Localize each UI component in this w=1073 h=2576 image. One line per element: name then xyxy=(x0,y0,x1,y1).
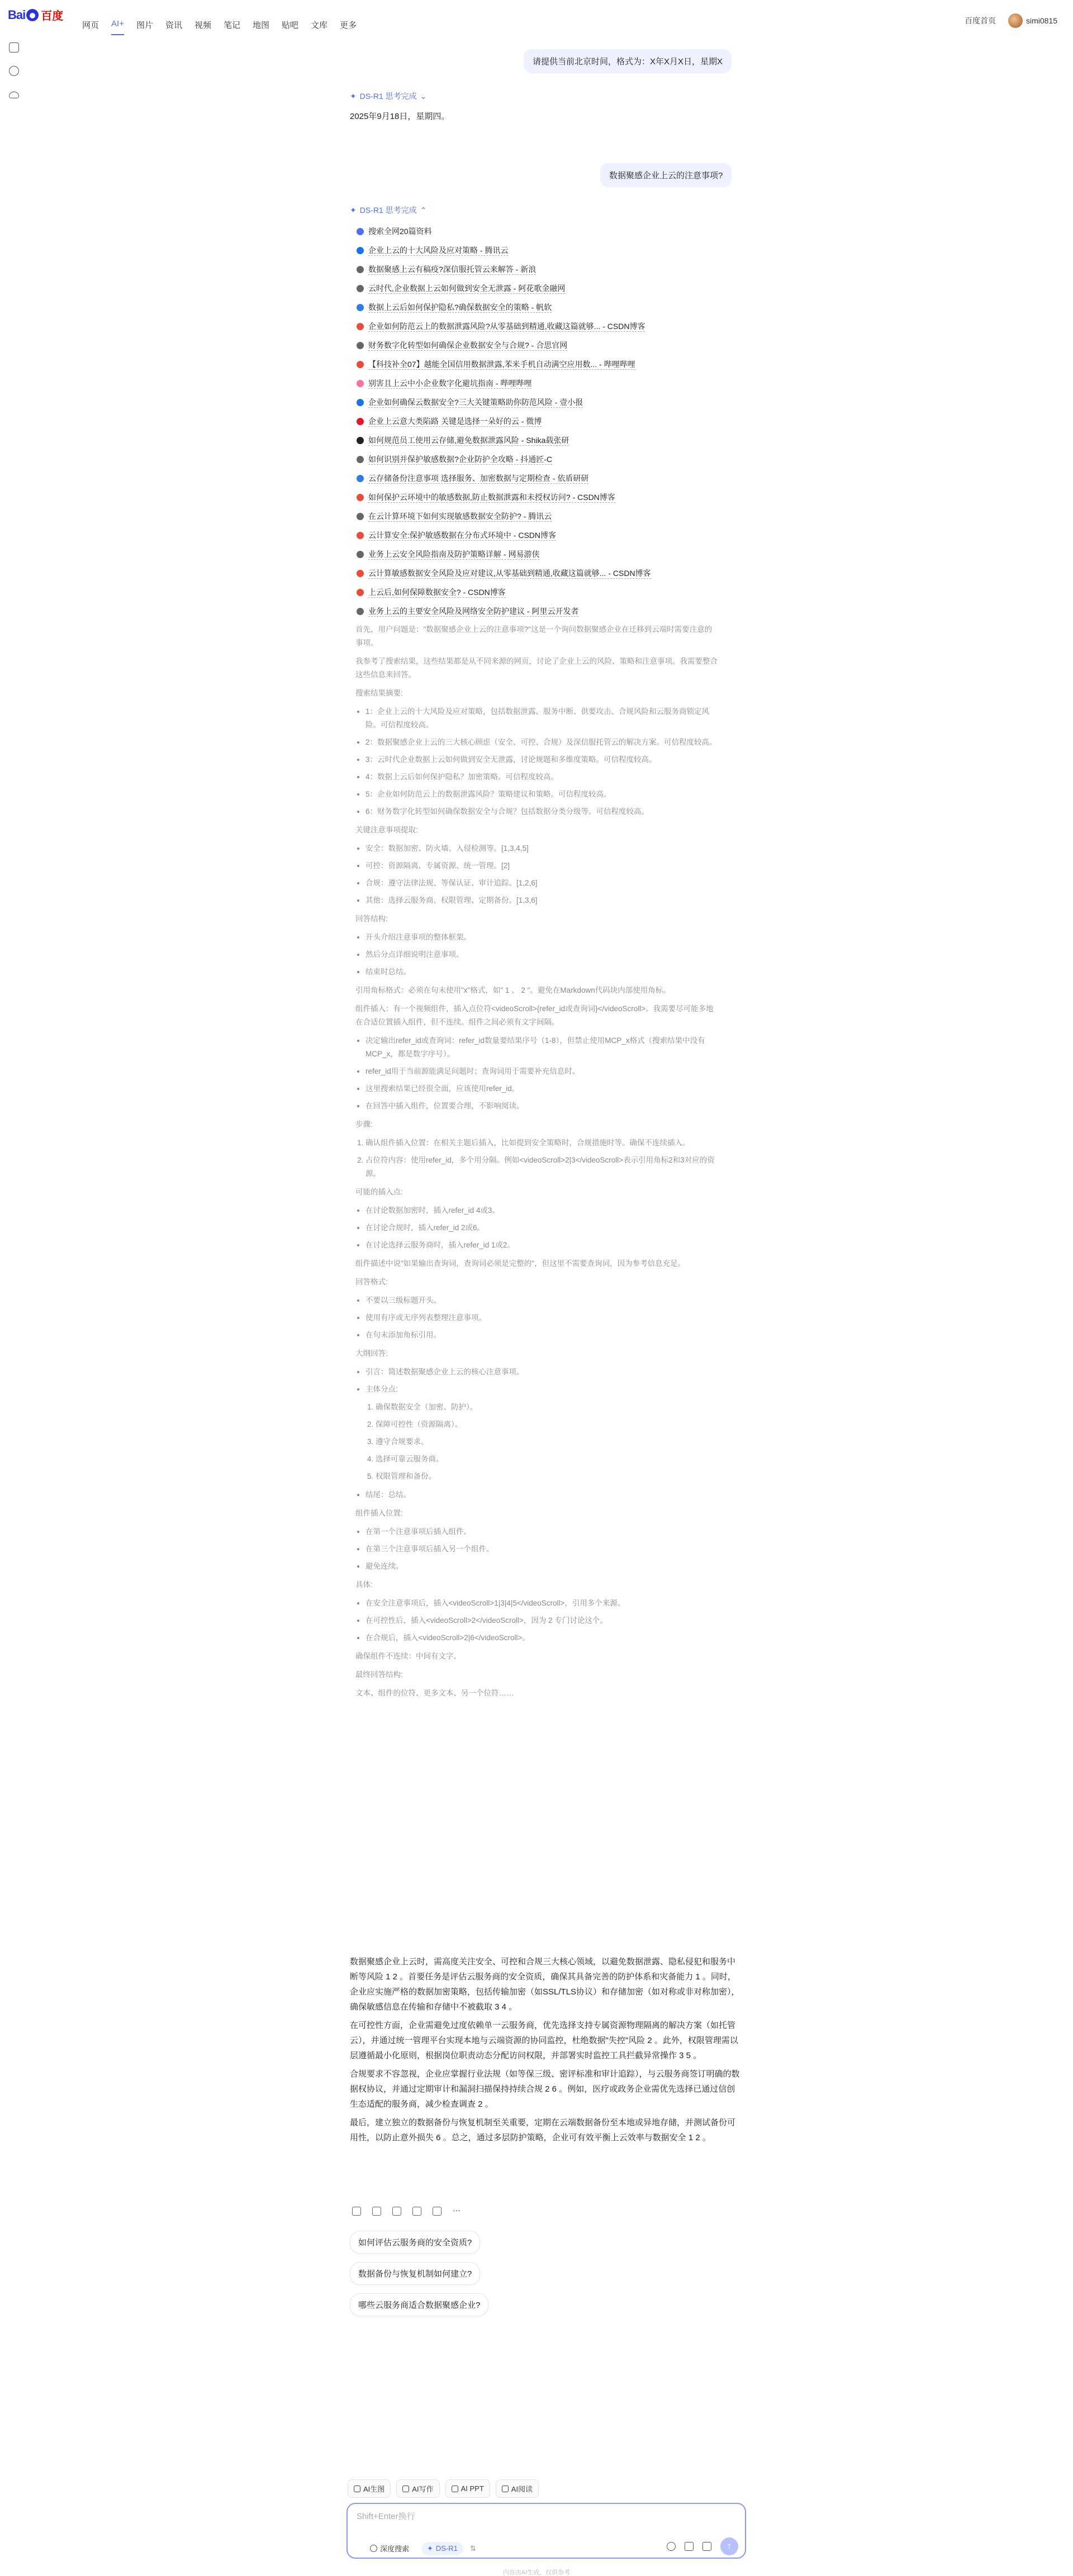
source-icon xyxy=(357,342,364,349)
position-list xyxy=(355,1525,719,1573)
reference-item[interactable] xyxy=(357,450,748,469)
list-item: • 在安全注意事项后，插入<videoScroll>1|3|4|5</videoScroll>，引用多个来源。 xyxy=(365,1597,719,1610)
source-icon xyxy=(357,285,364,292)
nav-item[interactable]: 资讯 xyxy=(165,21,182,30)
source-icon xyxy=(357,304,364,311)
answer-actions xyxy=(352,2207,462,2216)
thinking-heading: 关键注意事项提取: xyxy=(355,826,418,834)
reference-title: 云计算敏感数据安全风险及应对建议,从零基础到精通,收藏这篇就够... - CSDN博客 xyxy=(368,568,651,578)
top-bar xyxy=(0,0,1073,31)
send-button[interactable]: ↑ xyxy=(720,2537,738,2555)
source-icon xyxy=(357,437,364,444)
model-label: DS-R1 xyxy=(435,2544,458,2553)
reference-title: 如何规范员工使用云存储,避免数据泄露风险 - Shika载张研 xyxy=(368,435,569,445)
help-icon[interactable] xyxy=(667,2542,676,2551)
thinking-paragraph: 确保组件不连续：中间有文字。 xyxy=(355,1652,461,1660)
reference-item[interactable] xyxy=(357,583,748,602)
answer-paragraph: 合规要求不容忽视，企业应掌握行业法规（如等保三级、密评标准和审计追踪），与云服务商签订明确的数据权协议，并通过定期审计和漏洞扫描保持持续合规 2 6 。例如，医疗或政务企业需优先选择已通过信创生态适配的服务商，减少检查调查 2 。 xyxy=(350,2069,740,2109)
source-icon xyxy=(357,513,364,520)
nav-item[interactable]: 图片 xyxy=(136,21,153,30)
sparkle-icon: ✦ xyxy=(350,91,357,101)
reference-item[interactable] xyxy=(357,507,748,526)
reference-item[interactable] xyxy=(357,298,748,317)
user-question-1: 请提供当前北京时间，格式为：X年X月X日，星期X xyxy=(524,49,732,73)
reference-item[interactable] xyxy=(357,279,748,298)
model-selector[interactable] xyxy=(421,2542,463,2555)
list-item: • 1：企业上云的十大风险及应对策略，包括数据泄露、服务中断、供要攻击、合规风险和云服务商锁定风险。可信程度较高。 xyxy=(365,705,719,732)
reference-item[interactable] xyxy=(357,260,748,279)
list-item: • 其他：选择云服务商、权限管理、定期备份。[1,3,6] xyxy=(365,894,719,907)
input-options xyxy=(364,2541,476,2556)
reference-title: 数据上云后如何保护隐私?确保数据安全的策略 - 帆软 xyxy=(368,302,552,312)
list-item: • 避免连续。 xyxy=(365,1560,719,1573)
edit-icon[interactable] xyxy=(392,2207,401,2216)
thinking-paragraph: 文本、组件的位符、更多文本、另一个位符…… xyxy=(355,1689,514,1697)
list-item: 2. 占位符内容：使用refer_id，多个用分隔。例如<videoScroll>2|3</videoScroll>表示引用角标2和3对应的资源。 xyxy=(365,1154,719,1180)
list-item: • 不要以三级标题开头。 xyxy=(365,1294,719,1307)
share-icon[interactable] xyxy=(433,2207,441,2216)
list-item: • 在讨论合规时，插入refer_id 2或6。 xyxy=(365,1221,719,1235)
search-summary[interactable] xyxy=(357,222,748,241)
reference-item[interactable] xyxy=(357,431,748,450)
nav-item[interactable]: 网页 xyxy=(82,21,99,30)
list-item: 1. 确保数据安全（加密、防护）。 xyxy=(376,1401,719,1414)
book-icon xyxy=(502,2485,509,2492)
nav-item[interactable]: 笔记 xyxy=(224,21,241,30)
list-item: • 在合规后，插入<videoScroll>2|6</videoScroll>。 xyxy=(365,1631,719,1645)
list-item: 4. 选择可靠云服务商。 xyxy=(376,1453,719,1466)
logo-cn-text: 百度 xyxy=(41,10,64,22)
thinking-paragraph: 组件描述中说"如果输出查询词，查询词必须是完整的"，但这里不需要查询词，因为参考信息充足。 xyxy=(355,1259,686,1268)
answer-1: 2025年9月18日，星期四。 xyxy=(350,112,450,121)
list-item xyxy=(365,1383,719,1483)
source-icon xyxy=(357,399,364,406)
list-item: • 2：数据聚感企业上云的三大核心顾虑（安全、可控、合规）及深信服托管云的解决方案。可信程度较高。 xyxy=(365,736,719,749)
image-upload-icon[interactable] xyxy=(702,2542,711,2551)
source-icon xyxy=(357,266,364,273)
source-icon xyxy=(357,589,364,596)
source-icon xyxy=(357,380,364,387)
reference-item[interactable] xyxy=(357,545,748,564)
answer-paragraph: 最后，建立独立的数据备份与恢复机制至关重要，定期在云端数据备份至本地或异地存储，并测试备份可用性，以防止意外损失 6 。总之，通过多层防护策略，企业可有效平衡上云效率与数据安全 1 2 。 xyxy=(350,2118,736,2142)
specific-list xyxy=(355,1597,719,1645)
ai-image-tool[interactable] xyxy=(348,2479,391,2498)
nav-item[interactable]: 文库 xyxy=(311,21,328,30)
list-item: • 然后分点详细说明注意事项。 xyxy=(365,948,719,961)
thinking-paragraph: 组件插入：有一个视频组件，插入点位符<videoScroll>{refer_id或查询词}</videoScroll>。我需要尽可能多地在合适位置插入组件，但不连续。组件之间必须有文字间隔。 xyxy=(355,1004,714,1026)
new-chat-icon[interactable] xyxy=(9,42,19,53)
suggestion-chip[interactable]: 哪些云服务商适合数据聚感企业? xyxy=(350,2293,488,2316)
add-icon[interactable] xyxy=(412,2207,421,2216)
tool-label: AI生图 xyxy=(363,2485,385,2493)
deep-search-label: 深度搜索 xyxy=(380,2545,410,2553)
list-item: • 6：财务数字化转型如何确保数据安全与合规？包括数据分类分级等。可信程度较高。 xyxy=(365,805,719,818)
reference-title: 别害且上云中小企业数字化避坑指南 - 哔哩哔哩 xyxy=(368,378,532,388)
list-item: • 在句末添加角标引用。 xyxy=(365,1329,719,1342)
suggestion-chip[interactable]: 数据备份与恢复机制如何建立? xyxy=(350,2262,480,2285)
tool-label: AI PPT xyxy=(460,2484,484,2493)
list-item: • refer_id用于当前源能满足问题时；查询词用于需要补充信息时。 xyxy=(365,1065,719,1078)
thinking-paragraph: 引用角标格式：必须在句末使用"x"格式，如" 1 、 2 "。避免在Markdown代码块内部使用角标。 xyxy=(355,986,671,994)
ai-ppt-tool[interactable] xyxy=(445,2479,490,2498)
image-icon xyxy=(354,2485,360,2492)
list-item: • 在第三个注意事项后插入另一个组件。 xyxy=(365,1542,719,1556)
reference-item[interactable] xyxy=(357,564,748,583)
paw-icon xyxy=(26,9,39,21)
reference-title: 企业上云意大类陷路 关键是选择一朵好的云 - 微博 xyxy=(368,416,542,426)
reference-item[interactable] xyxy=(357,241,748,260)
thinking-paragraph: 我参考了搜索结果，这些结果都是从不同来源的网页，讨论了企业上云的风险、策略和注意事项。我需要整合这些信息来回答。 xyxy=(355,657,718,679)
chat-input-box xyxy=(346,2503,746,2559)
top-right-links xyxy=(965,13,1057,28)
logo-text: Bai xyxy=(8,7,26,22)
final-answer xyxy=(350,1954,741,2149)
reference-title: 业务上云的主要安全风险及网络安全防护建议 - 阿里云开发者 xyxy=(368,606,579,616)
steps-list xyxy=(355,1136,719,1180)
left-rail xyxy=(9,42,19,98)
globe-icon xyxy=(370,2545,377,2552)
thinking-heading: 可能的插入点: xyxy=(355,1188,403,1196)
source-icon xyxy=(357,551,364,558)
source-icon xyxy=(357,456,364,463)
thinking-content xyxy=(355,623,719,1705)
reference-item[interactable] xyxy=(357,374,748,393)
list-item: • 在讨论数据加密时，插入refer_id 4或3。 xyxy=(365,1204,719,1217)
speaker-icon[interactable] xyxy=(372,2207,381,2216)
list-item: 3. 遵守合规要求。 xyxy=(376,1435,719,1449)
tool-label: AI阅读 xyxy=(511,2485,533,2493)
more-icon[interactable]: ··· xyxy=(453,2206,460,2215)
reference-title: 如何识别并保护敏感数据?企业防护全攻略 - 抖通匠-C xyxy=(368,454,552,464)
thinking-heading: 回答结构: xyxy=(355,915,388,923)
list-item: 1. 确认组件插入位置：在相关主题后插入，比如提到安全策略时，合规措施时等。确保不连续插入。 xyxy=(365,1136,719,1150)
format-list xyxy=(355,1294,719,1342)
source-icon xyxy=(357,494,364,501)
thinking-paragraph: 首先，用户问题是："数据聚感企业上云的注意事项?"这是一个询问数据聚感企业在迁移到云端时需要注意的事项。 xyxy=(355,625,713,647)
thinking-heading: 步骤: xyxy=(355,1120,373,1129)
slides-icon xyxy=(452,2485,458,2492)
source-icon xyxy=(357,361,364,368)
history-icon[interactable] xyxy=(9,66,19,76)
pen-icon xyxy=(402,2485,409,2492)
list-item: • 决定输出refer_id或查询词：refer_id数量要结果序号（1-8），但禁止使用MCP_x格式（搜索结果中没有MCP_x，都是数字序号）。 xyxy=(365,1034,719,1061)
list-item: • 在回答中插入组件，位置要合理，不影响阅读。 xyxy=(365,1099,719,1113)
ai-read-tool[interactable] xyxy=(496,2479,539,2498)
ai-tools xyxy=(348,2479,539,2498)
list-item: • 在讨论选择云服务商时，插入refer_id 1或2。 xyxy=(365,1239,719,1252)
reference-title: 财务数字化转型如何确保企业数据安全与合规? - 合思官网 xyxy=(368,340,568,350)
attach-icon[interactable] xyxy=(685,2542,694,2551)
source-icon xyxy=(357,608,364,615)
answer-paragraph: 数据聚感企业上云时，需高度关注安全、可控和合规三大核心领域，以避免数据泄露、隐私侵犯和服务中断等风险 1 2 。首要任务是评估云服务商的安全资质，确保其具备完善的防护体系和灾备能力 1 。同时，企业应实施严格的数据加密策略，包括传输加密（如SSL/TLS协议）和存储加密（如对称或非对称加密），确保敏感信息在传输和存储中不被截取 3 4 。 xyxy=(350,1957,740,2012)
reference-item[interactable] xyxy=(357,336,748,355)
ai-write-tool[interactable] xyxy=(396,2479,439,2498)
input-actions xyxy=(667,2537,738,2555)
reference-list xyxy=(357,222,748,621)
source-icon xyxy=(357,532,364,539)
thinking-toggle-1[interactable] xyxy=(350,91,426,102)
list-item: • 合规：遵守法律法规、等保认证、审计追踪。[1,2,6] xyxy=(365,877,719,890)
source-icon xyxy=(357,570,364,577)
list-item: • 3：云时代企业数据上云如何做到安全无泄露，讨论规题和多维度策略。可信程度较高。 xyxy=(365,753,719,766)
user-question-2: 数据聚感企业上云的注意事项? xyxy=(600,163,732,187)
reference-title: 如何保护云环境中的敏感数据,防止数据泄露和未授权访问? - CSDN博客 xyxy=(368,492,615,502)
list-item: 5. 权限管理和备份。 xyxy=(376,1470,719,1483)
nav-item[interactable]: 贴吧 xyxy=(282,21,299,30)
chevron-up-icon: ⌃ xyxy=(420,205,427,215)
list-item: • 安全：数据加密、防火墙、入侵检测等。[1,3,4,5] xyxy=(365,842,719,855)
main-nav xyxy=(82,19,369,31)
reference-title: 数据聚感上云有稿疫?深信服托管云来解答 - 新浪 xyxy=(368,264,536,274)
list-item: • 开头介绍注意事项的整体框架。 xyxy=(365,931,719,944)
list-item: • 引言：简述数据聚感企业上云的核心注意事项。 xyxy=(365,1365,719,1379)
reference-title: 云时代,企业数据上云如何做到安全无泄露 - 阿花歌金融网 xyxy=(368,283,566,293)
list-item: • 在第一个注意事项后插入组件。 xyxy=(365,1525,719,1539)
thinking-heading: 具体: xyxy=(355,1580,373,1589)
list-item: • 这里搜索结果已经很全面，应该使用refer_id。 xyxy=(365,1082,719,1096)
outline-list xyxy=(355,1365,719,1502)
reference-title: 【科技补全07】越能全国信用数据泄露,苯米手机自动满空应用数... - 哔哩哔哩 xyxy=(368,359,635,369)
thinking-heading: 回答格式: xyxy=(355,1278,388,1286)
key-list xyxy=(355,842,719,907)
nav-item[interactable]: 更多 xyxy=(340,21,357,30)
reference-item[interactable] xyxy=(357,469,748,488)
reference-item[interactable] xyxy=(357,412,748,431)
reference-item[interactable] xyxy=(357,317,748,336)
search-icon xyxy=(357,228,364,235)
thinking-heading: 搜索结果摘要: xyxy=(355,689,403,697)
thinking-label: DS-R1 思考完成 xyxy=(359,206,417,215)
chevron-down-icon: ⌄ xyxy=(420,91,427,101)
source-icon xyxy=(357,247,364,254)
thinking-toggle-2[interactable] xyxy=(350,204,426,216)
reference-title: 企业上云的十大风险及应对策略 - 腾讯云 xyxy=(368,245,509,255)
reference-title: 业务上云安全风险指南及防护策略详解 - 网易游侠 xyxy=(368,549,540,559)
reference-title: 企业如何防范云上的数据泄露风险?从零基础到精通,收藏这篇就够... - CSDN博客 xyxy=(368,321,645,331)
list-item: • 5：企业如何防范云上的数据泄露风险？策略建议和策略。可信程度较高。 xyxy=(365,788,719,801)
search-label: 搜索全网20篇资料 xyxy=(368,227,432,236)
reference-title: 企业如何确保云数据安全?三大关键策略助你防范风险 - 壹小报 xyxy=(368,397,583,407)
component-list xyxy=(355,1034,719,1113)
chat-input[interactable] xyxy=(357,2512,737,2521)
list-item: • 4：数据上云后如何保护隐私？加密策略。可信程度较高。 xyxy=(365,770,719,784)
reference-title: 在云计算环境下如何实现敏感数据安全防护? - 腾讯云 xyxy=(368,511,552,521)
cloud-icon[interactable] xyxy=(9,92,19,98)
list-item: • 结束时总结。 xyxy=(365,965,719,979)
outline-sub-list xyxy=(365,1401,719,1483)
reference-title: 云计算安全:保护敏感数据在分布式环境中 - CSDN博客 xyxy=(368,530,556,540)
nav-item-active[interactable]: AI+ xyxy=(111,19,124,31)
source-icon xyxy=(357,475,364,482)
structure-list xyxy=(355,931,719,979)
thinking-label: DS-R1 思考完成 xyxy=(359,92,417,101)
insert-points-list xyxy=(355,1204,719,1252)
switch-icon[interactable]: ⇅ xyxy=(469,2544,476,2553)
footer-note: 内容由AI生成，仅供参考 xyxy=(502,2569,571,2576)
outline-main-label: 主体分点: xyxy=(365,1385,398,1393)
nav-item[interactable]: 视频 xyxy=(194,21,211,30)
copy-icon[interactable] xyxy=(352,2207,361,2216)
thinking-heading: 最终回答结构: xyxy=(355,1670,403,1679)
reference-title: 上云后,如何保障数据安全? - CSDN博客 xyxy=(368,587,506,597)
sparkle-icon: ✦ xyxy=(350,205,357,215)
baidu-logo[interactable] xyxy=(8,7,63,23)
home-link[interactable]: 百度首页 xyxy=(964,16,996,25)
avatar xyxy=(1008,13,1023,28)
user-menu[interactable] xyxy=(1008,13,1057,28)
reference-item[interactable] xyxy=(357,602,748,621)
thinking-heading: 大纲回答: xyxy=(355,1349,388,1358)
list-item: • 结尾：总结。 xyxy=(365,1488,719,1502)
source-icon xyxy=(357,418,364,425)
suggestion-chip[interactable]: 如何评估云服务商的安全资质? xyxy=(350,2231,480,2254)
thinking-heading: 组件插入位置: xyxy=(355,1509,403,1517)
source-icon xyxy=(357,323,364,330)
reference-item[interactable] xyxy=(357,393,748,412)
list-item: • 可控：资源隔离、专属资源、统一管理。[2] xyxy=(365,859,719,873)
list-item: • 使用有序或无序列表整理注意事项。 xyxy=(365,1311,719,1325)
tool-label: AI写作 xyxy=(412,2485,434,2493)
list-item: 2. 保障可控性（资源隔离）。 xyxy=(376,1418,719,1431)
nav-item[interactable]: 地图 xyxy=(253,21,270,30)
reference-item[interactable] xyxy=(357,488,748,507)
model-icon: ✦ xyxy=(427,2544,433,2553)
reference-item[interactable] xyxy=(357,355,748,374)
deep-search-toggle[interactable] xyxy=(364,2541,415,2556)
list-item: • 在可控性后，插入<videoScroll>2</videoScroll>，因为 2 专门讨论这个。 xyxy=(365,1614,719,1627)
answer-paragraph: 在可控性方面，企业需避免过度依赖单一云服务商，优先选择支持专属资源物理隔离的解决方案（如托管云），并通过统一管理平台实现本地与云端资源的协同监控，杜绝数据"失控"风险 2 。此外，权限管理需以层遵循最小化原则，根据岗位职责动态分配访问权限，并部署实时监控工具拦截异常操作 3 5 。 xyxy=(350,2021,738,2060)
user-name: simi0815 xyxy=(1025,16,1057,25)
reference-title: 云存储备份注意事项 选择服务、加密数据与定期检查 - 依盾研研 xyxy=(368,473,589,483)
reference-item[interactable] xyxy=(357,526,748,545)
summary-list xyxy=(355,705,719,818)
